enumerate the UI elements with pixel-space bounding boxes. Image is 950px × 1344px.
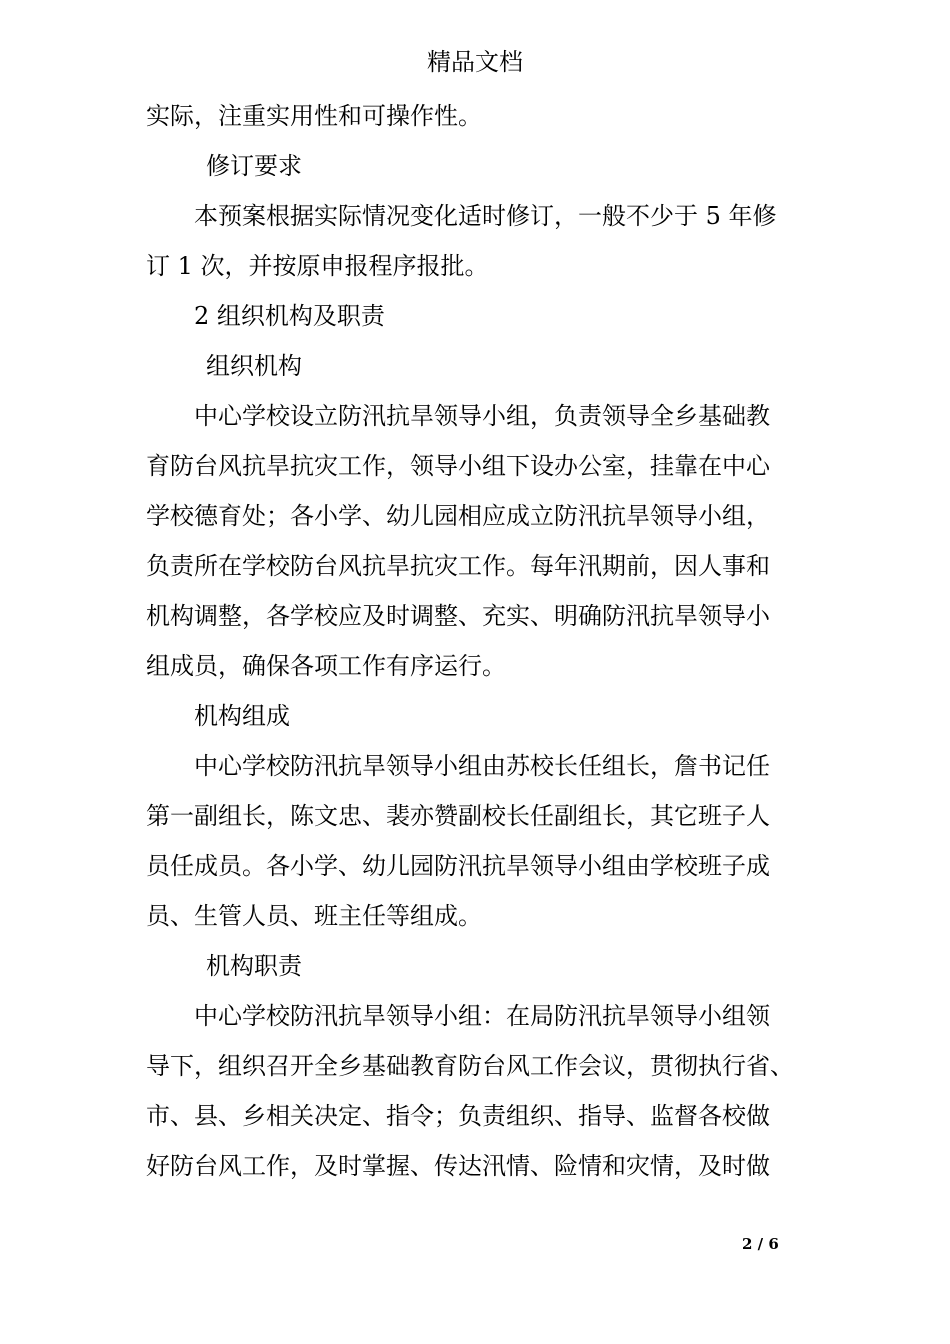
paragraph-line: 实际，注重实用性和可操作性。	[146, 102, 482, 130]
paragraph-line: 学校德育处；各小学、幼儿园相应成立防汛抗旱领导小组，	[146, 502, 770, 530]
paragraph-line: 中心学校防汛抗旱领导小组：在局防汛抗旱领导小组领	[194, 1002, 770, 1030]
paragraph-line: 市、县、乡相关决定、指令；负责组织、指导、监督各校做	[146, 1102, 770, 1130]
section-heading: 2 组织机构及职责	[194, 302, 385, 330]
section-heading: 机构组成	[194, 702, 290, 730]
paragraph-line: 员任成员。各小学、幼儿园防汛抗旱领导小组由学校班子成	[146, 852, 770, 880]
section-heading: 修订要求	[206, 152, 302, 180]
paragraph-line: 组成员，确保各项工作有序运行。	[146, 652, 506, 680]
section-heading: 机构职责	[206, 952, 302, 980]
section-heading: 组织机构	[206, 352, 302, 380]
paragraph-line: 育防台风抗旱抗灾工作，领导小组下设办公室，挂靠在中心	[146, 452, 770, 480]
paragraph-line: 中心学校防汛抗旱领导小组由苏校长任组长，詹书记任	[194, 752, 770, 780]
paragraph-line: 负责所在学校防台风抗旱抗灾工作。每年汛期前，因人事和	[146, 552, 770, 580]
paragraph-line: 订 1 次，并按原申报程序报批。	[146, 252, 489, 280]
paragraph-line: 好防台风工作，及时掌握、传达汛情、险情和灾情，及时做	[146, 1152, 770, 1180]
paragraph-line: 本预案根据实际情况变化适时修订，一般不少于 5 年修	[194, 202, 777, 230]
paragraph-line: 第一副组长，陈文忠、裴亦赞副校长任副组长，其它班子人	[146, 802, 770, 830]
paragraph-line: 员、生管人员、班主任等组成。	[146, 902, 482, 930]
page-header-title: 精品文档	[427, 48, 523, 76]
paragraph-line: 导下，组织召开全乡基础教育防台风工作会议，贯彻执行省、	[146, 1052, 794, 1080]
paragraph-line: 中心学校设立防汛抗旱领导小组，负责领导全乡基础教	[194, 402, 770, 430]
paragraph-line: 机构调整，各学校应及时调整、充实、明确防汛抗旱领导小	[146, 602, 770, 630]
page-number: 2 / 6	[742, 1235, 779, 1253]
